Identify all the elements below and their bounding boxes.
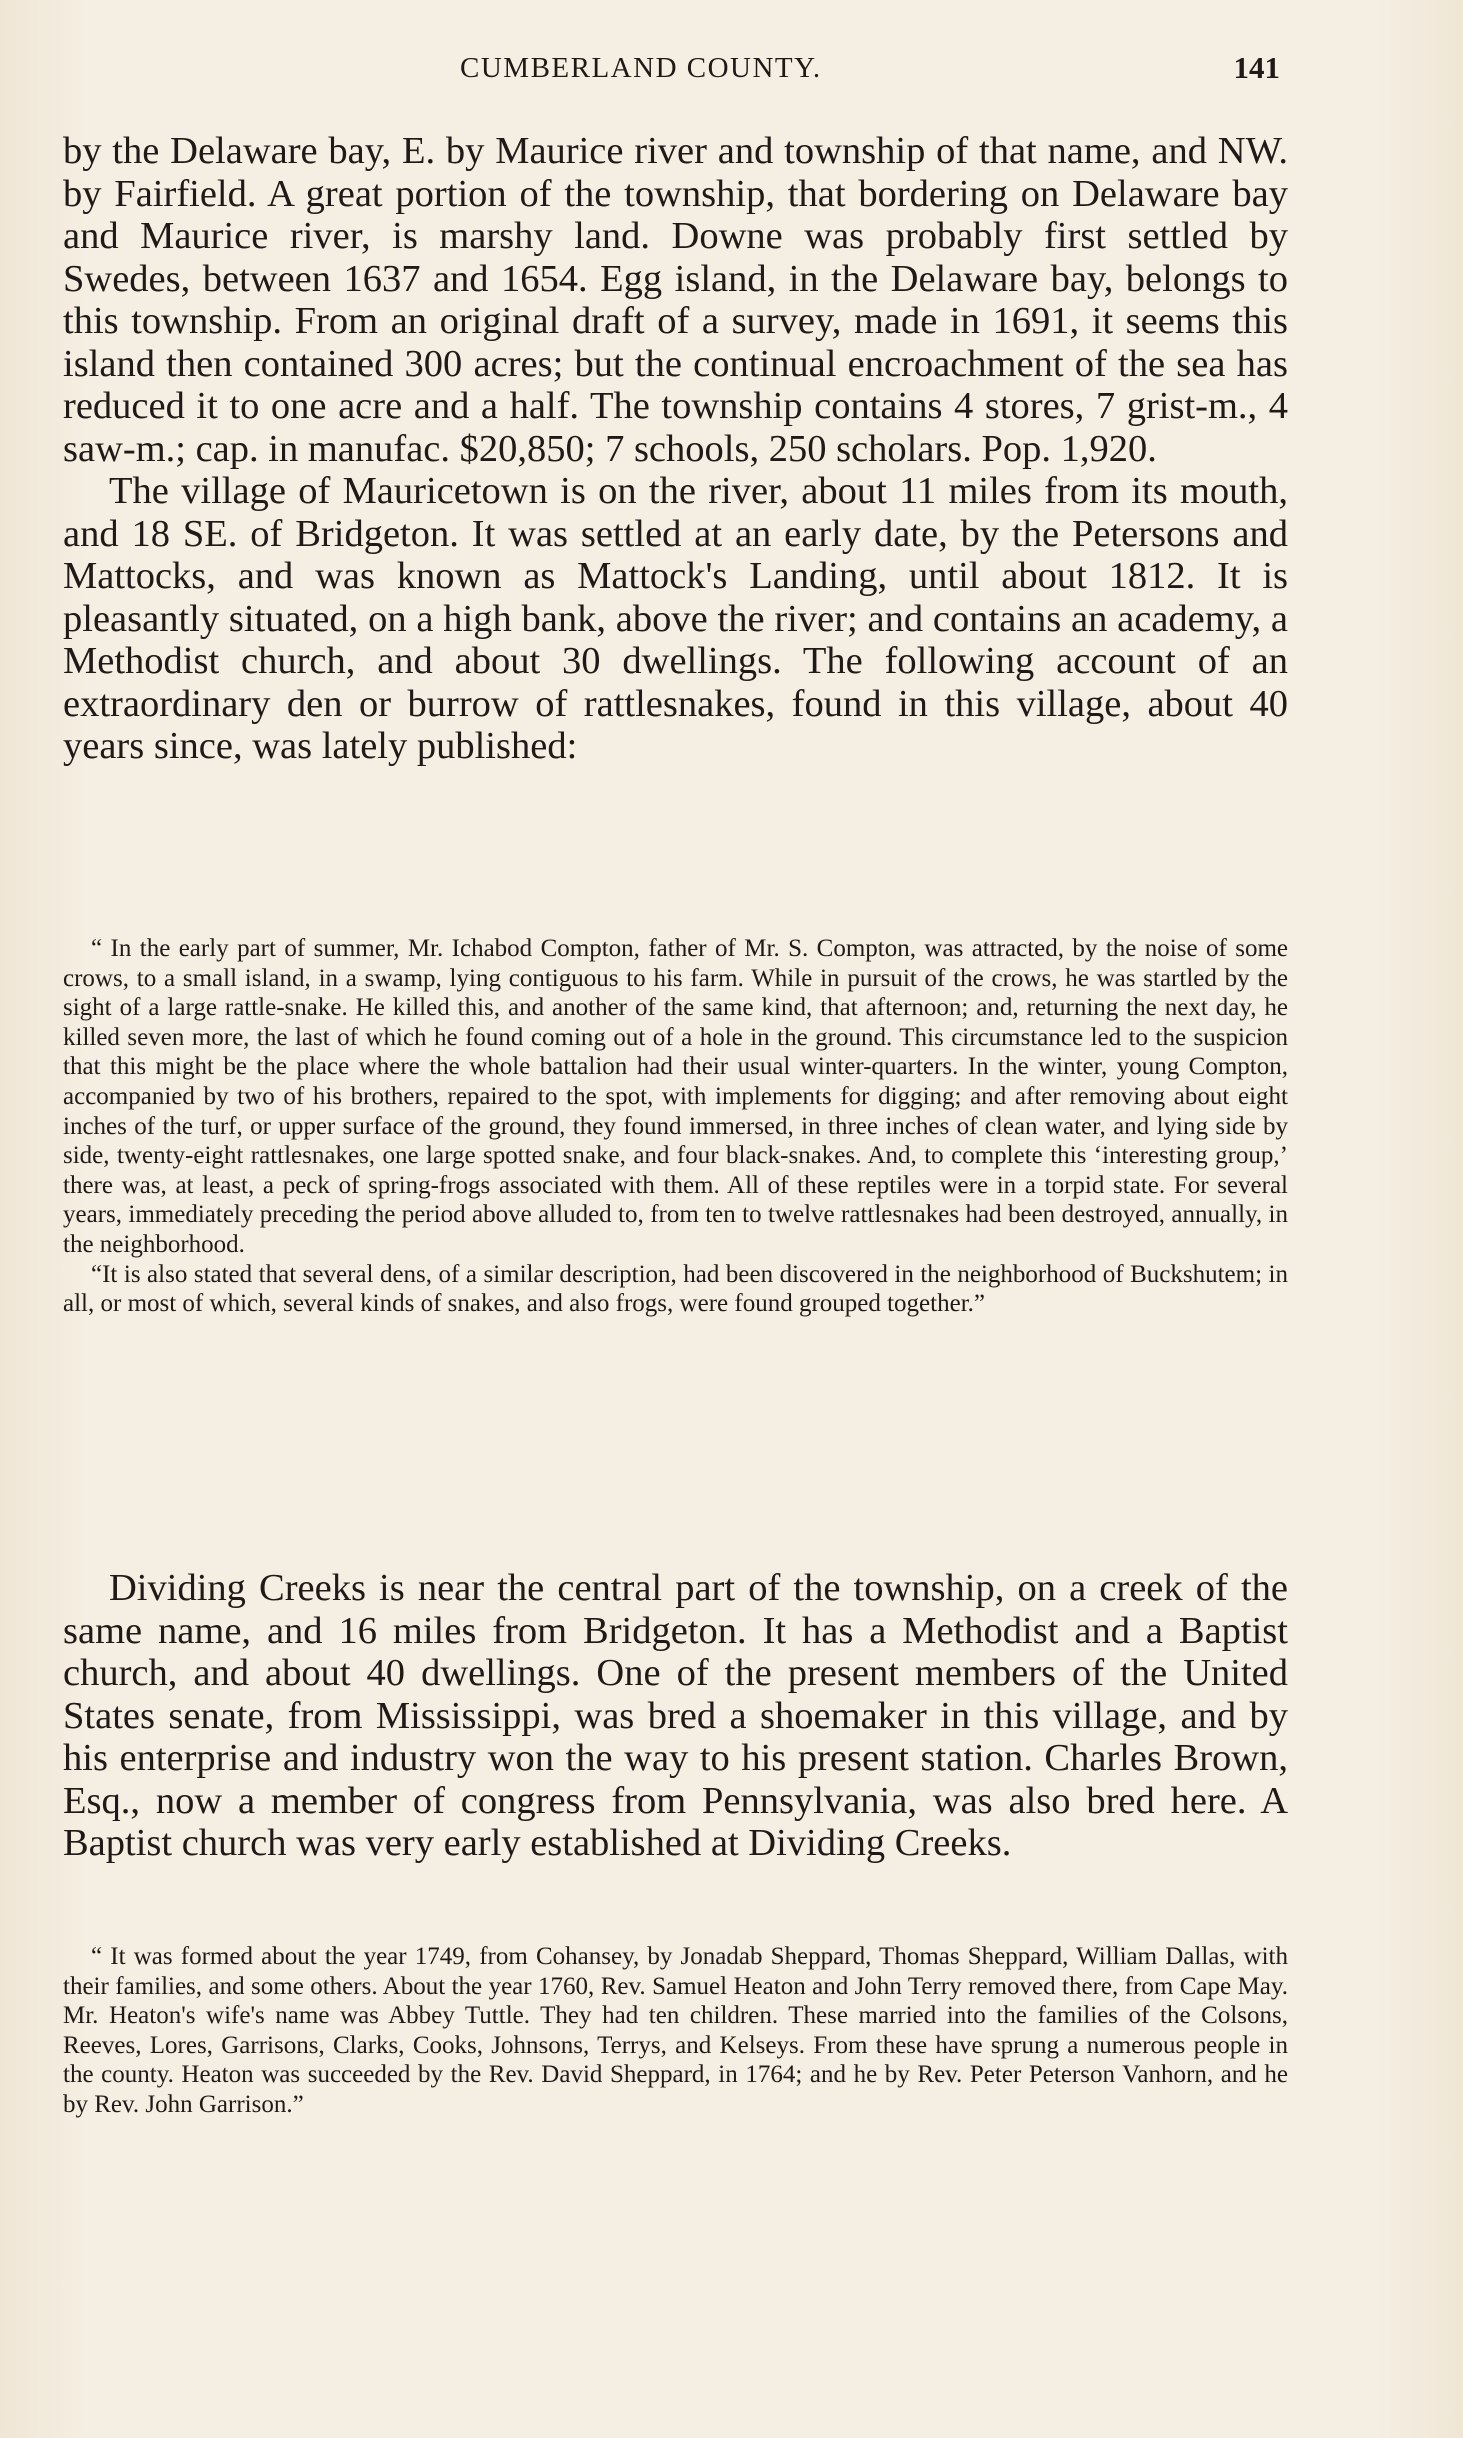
quote-compton-account: “ In the early part of summer, Mr. Ichabod Compton, father of Mr. S. Compton, was attracted, by the noise of some crows, to a small island, in a swamp, lying contiguous to his farm. While in pursuit of the crows, he was startled by the sight of a large rattle-snake. He killed this, and another of the same kind, that afternoon; and, returning the next day, he killed seven more, the last of which he found coming out of a hole in the ground. This circumstance led to the suspicion that this might be the place where the whole battalion had their usual winter-quarters. In the winter, young Compton, accompanied by two of his brothers, repaired to the spot, with implements for digging; and after removing about eight inches of the turf, or upper surface of the ground, they found immersed, in three inches of clean water, and lying side by side, twenty-eight rattlesnakes, one large spotted snake, and four black-snakes. And, to complete this ‘interesting group,’ there was, at least, a peck of spring-frogs associated with them. All of these reptiles were in a torpid state. For several years, immediately preceding the period above alluded to, from ten to twelve rattlesnakes had been destroyed, annually, in the neighborhood.: [63, 935, 1288, 1258]
paragraph-dividing-creeks: Dividing Creeks is near the central part of the township, on a creek of the same name, and 16 miles from Bridgeton. It has a Methodist and a Baptist church, and about 40 dwellings. One of the present members of the United States senate, from Mississippi, was bred a shoemaker in this village, and by his enterprise and industry won the way to his present station. Charles Brown, Esq., now a member of congress from Pennsylvania, was also bred here. A Baptist church was very early established at Dividing Creeks.: [63, 1567, 1288, 1864]
quote-baptist-history: “ It was formed about the year 1749, from Cohansey, by Jonadab Sheppard, Thomas Sheppard, William Dallas, with their families, and some others. About the year 1760, Rev. Samuel Heaton and John Terry removed there, from Cape May. Mr. Heaton's wife's name was Abbey Tuttle. They had ten children. These married into the families of the Colsons, Reeves, Lores, Garrisons, Clarks, Cooks, Johnsons, Terrys, and Kelseys. From these have sprung a numerous people in the county. Heaton was succeeded by the Rev. David Sheppard, in 1764; and he by Rev. Peter Peterson Vanhorn, and he by Rev. John Garrison.”: [63, 1943, 1288, 2118]
quotation-rattlesnake-den: [63, 934, 1288, 1319]
main-text-block-1: [63, 130, 1288, 768]
page-header: [460, 52, 1280, 102]
main-text-block-2: [63, 1567, 1288, 1865]
quotation-baptist-church: [63, 1942, 1288, 2120]
paragraph-mauricetown: The village of Mauricetown is on the river, about 11 miles from its mouth, and 18 SE. of Bridgeton. It was settled at an early date, by the Petersons and Mattocks, and was known as Mattock's Landing, until about 1812. It is pleasantly situated, on a high bank, above the river; and contains an academy, a Methodist church, and about 30 dwellings. The following account of an extraordinary den or burrow of rattlesnakes, found in this village, about 40 years since, was lately published:: [63, 470, 1288, 767]
paragraph-downe-township: by the Delaware bay, E. by Maurice river and township of that name, and NW. by Fairfield. A great portion of the township, that bordering on Delaware bay and Maurice river, is marshy land. Downe was probably first settled by Swedes, between 1637 and 1654. Egg island, in the Delaware bay, belongs to this township. From an original draft of a survey, made in 1691, it seems this island then contained 300 acres; but the continual encroachment of the sea has reduced it to one acre and a half. The township contains 4 stores, 7 grist-m., 4 saw-m.; cap. in manufac. $20,850; 7 schools, 250 scholars. Pop. 1,920.: [63, 130, 1288, 470]
running-head: CUMBERLAND COUNTY.: [460, 52, 822, 84]
page-number: 141: [1233, 50, 1280, 85]
quote-buckshutem: “It is also stated that several dens, of a similar description, had been discovered in the neighborhood of Buckshutem; in all, or most of which, several kinds of snakes, and also frogs, were found grouped together.”: [63, 1260, 1288, 1318]
